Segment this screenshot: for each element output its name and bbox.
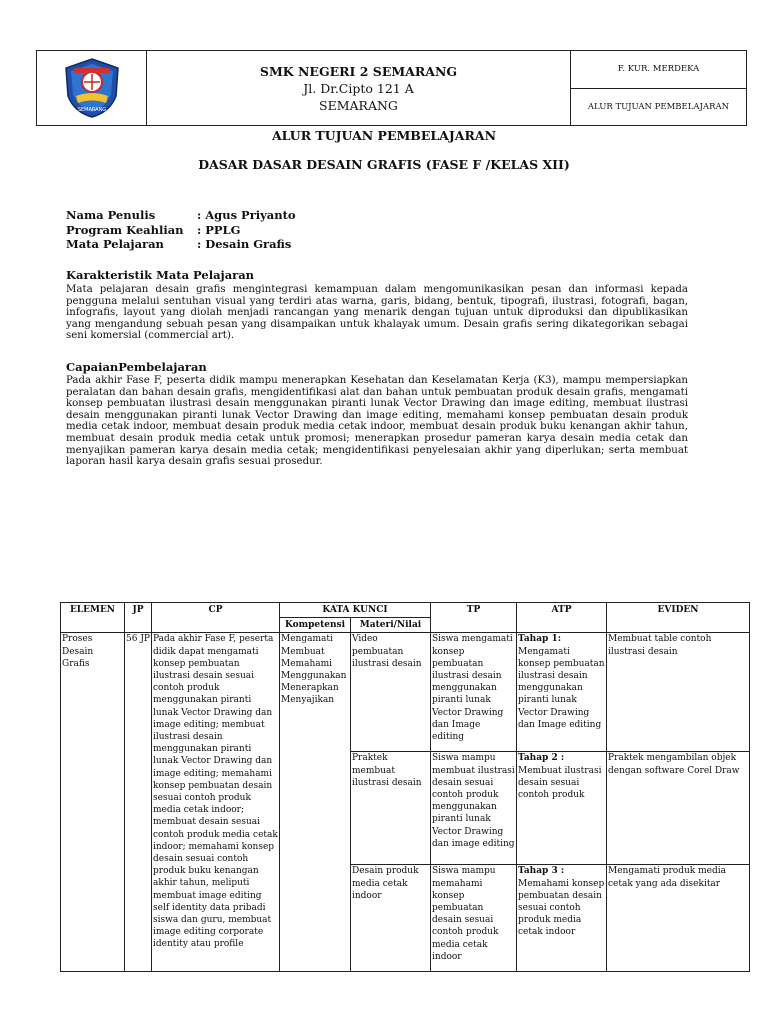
atp-text: Mengamati konsep pembuatan ilustrasi desain menggunakan piranti lunak Vector Drawing dan Image editing (518, 646, 605, 730)
meta-value: : Desain Grafis (197, 237, 292, 251)
cell-cp: Pada akhir Fase F, peserta didik dapat mengamati konsep pembuatan ilustrasi desain sesuai contoh produk menggunakan piranti lunak Vector Drawing dan image editing; membuat ilustrasi desain menggunakan piranti lunak Vector Drawing dan image editing; memahami konsep pembuatan desain sesuai contoh produk media cetak indoor; membuat desain sesuai contoh produk media cetak indoor; memahami konsep desain sesuai contoh produk buku kenangan akhir tahun, meliputi membuat image editing self identity data pribadi siswa dan guru, membuat image editing corporate identity atau profile (152, 633, 280, 972)
page-subtitle: DASAR DASAR DESAIN GRAFIS (FASE F /KELAS XII) (198, 157, 570, 172)
school-info (147, 51, 571, 125)
meta-row (66, 223, 296, 238)
meta-row (66, 237, 296, 252)
meta-value: : Agus Priyanto (197, 208, 296, 222)
header-kompetensi: Kompetensi (280, 618, 351, 633)
meta-label: Mata Pelajaran (66, 237, 164, 251)
school-city: SEMARANG (319, 98, 398, 113)
atp-stage-title: Tahap 1: (518, 634, 562, 645)
cell-eviden: Mengamati produk media cetak yang ada disekitar (607, 865, 750, 972)
atp-text: Membuat ilustrasi desain sesuai contoh produk (518, 765, 602, 801)
doc-title: ALUR TUJUAN PEMBELAJARAN (587, 101, 730, 112)
atp-table (60, 602, 750, 972)
logo-cell (37, 51, 147, 125)
school-name: SMK NEGERI 2 SEMARANG (259, 64, 458, 79)
karakteristik-heading: Karakteristik Mata Pelajaran (66, 268, 255, 282)
cell-materi: Desain produk media cetak indoor (351, 865, 431, 972)
karakteristik-text: Mata pelajaran desain grafis mengintegrasi kemampuan dalam mengomunikasikan pesan dan informasi kepada pengguna melalui sentuhan visual yang terdiri atas warna, garis, bidang, bentuk, tipografi, ilustrasi, fotografi, bagan, infografis, layout yang diolah menjadi rancangan yang menarik dengan tujuan untuk diproduksi dan dipublikasikan yang mengandung sebuah pesan yang disampaikan untuk khalayak umum. Desain grafis sering dikategorikan sebagai seni komersial (commercial art). (66, 284, 688, 342)
meta-block (66, 208, 296, 252)
capaian-text: Pada akhir Fase F, peserta didik mampu menerapkan Kesehatan dan Keselamatan Kerja (K3), mampu mempersiapkan peralatan dan bahan desain grafis, mengidentifikasi alat dan bahan untuk pembuatan produk desain grafis, mengamati konsep pembuatan ilustrasi desain menggunakan piranti lunak Vector Drawing dan image editing, membuat ilustrasi desain menggunakan piranti lunak Vector Drawing dan image editing, memahami konsep pembuatan desain produk media cetak indoor, membuat desain produk media cetak indoor, membuat desain produk buku kenangan akhir tahun, membuat desain produk media cetak untuk promosi; menerapkan prosedur pameran karya desain media cetak dan menyajikan pameran karya desain media cetak; mengidentifikasi penyelesaian akhir yang diperlukan; serta membuat laporan hasil karya desain grafis sesuai prosedur. (66, 375, 688, 468)
table-row (61, 633, 750, 752)
cell-jp: 56 JP (125, 633, 152, 972)
svg-text:SEMARANG: SEMARANG (77, 107, 106, 113)
meta-label: Nama Penulis (66, 208, 156, 222)
header-jp: JP (125, 603, 152, 633)
header-kata-kunci: KATA KUNCI (280, 603, 431, 618)
header-atp: ATP (517, 603, 607, 633)
school-address: Jl. Dr.Cipto 121 A (303, 81, 414, 96)
cell-materi: Praktek membuat ilustrasi desain (351, 752, 431, 865)
header-elemen: ELEMEN (61, 603, 125, 633)
meta-value: : PPLG (197, 222, 241, 237)
doc-code: F. KUR. MERDEKA (571, 51, 746, 89)
meta-row (66, 208, 296, 223)
kompetensi-item: Menyajikan (281, 695, 335, 706)
kompetensi-item: Menggunakan (281, 671, 347, 682)
header-materi: Materi/Nilai (351, 618, 431, 633)
atp-stage-title: Tahap 2 : (518, 753, 565, 764)
header-tp: TP (431, 603, 517, 633)
table-header-row (61, 603, 750, 618)
cell-eviden: Praktek mengambilan objek dengan software Corel Draw (607, 752, 750, 865)
cell-tp: Siswa mengamati konsep pembuatan ilustrasi desain menggunakan piranti lunak Vector Drawing dan Image editing (431, 633, 517, 752)
cell-tp: Siswa mampu memahami konsep pembuatan desain sesuai contoh produk media cetak indoor (431, 865, 517, 972)
kompetensi-item: Mengamati (281, 634, 333, 645)
header-cp: CP (152, 603, 280, 633)
kompetensi-item: Menerapkan (281, 683, 339, 694)
cell-atp (517, 752, 607, 865)
page-title: ALUR TUJUAN PEMBELAJARAN (271, 128, 497, 143)
cell-elemen: Proses Desain Grafis (61, 633, 125, 972)
kompetensi-item: Membuat (281, 646, 325, 657)
cell-atp (517, 865, 607, 972)
document-header (36, 50, 747, 126)
school-emblem-icon (60, 56, 124, 120)
meta-label: Program Keahlian (66, 222, 184, 237)
atp-text: Memahami konsep pembuatan desain sesuai contoh produk media cetak indoor (518, 878, 605, 938)
kompetensi-item: Memahami (281, 658, 333, 669)
cell-atp (517, 633, 607, 752)
header-eviden: EVIDEN (607, 603, 750, 633)
capaian-heading: CapaianPembelajaran (66, 360, 207, 374)
cell-tp: Siswa mampu membuat ilustrasi desain sesuai contoh produk menggunakan piranti lunak Vector Drawing dan image editing (431, 752, 517, 865)
cell-eviden: Membuat table contoh ilustrasi desain (607, 633, 750, 752)
cell-kompetensi (280, 633, 351, 972)
atp-stage-title: Tahap 3 : (518, 866, 565, 877)
doc-info (571, 51, 746, 125)
cell-materi: Video pembuatan ilustrasi desain (351, 633, 431, 752)
